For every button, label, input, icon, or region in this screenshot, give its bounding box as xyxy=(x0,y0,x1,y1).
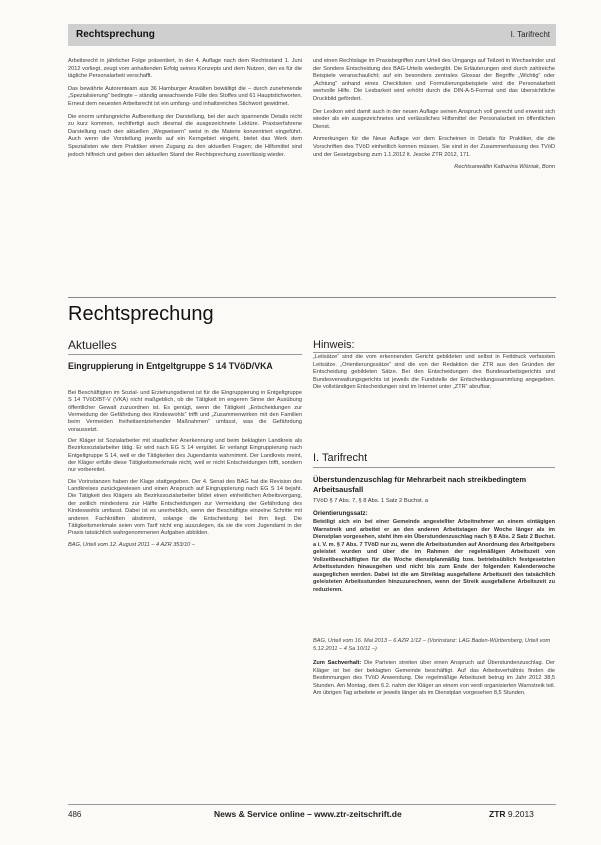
article-reference: BAG, Urteil vom 16. Mai 2013 – 6 AZR 1/12 – (Vorinstanz: LAG Baden-Württemberg, Urteil vom 5.12.2011 – 4 Sa 10/11 –) xyxy=(313,638,551,652)
footer-divider xyxy=(68,804,556,805)
article-paragraph: Bei Beschäftigten im Sozial- und Erziehungsdienst ist für die Eingruppierung in Entgeltgruppe S 14 TVöD/BT-V (VKA) nicht maßgeblich, ob die Tätigkeit im engeren Sinne der Ausübung öffentlicher Gewalt zuzuordnen ist. Es genügt, wenn die Tätigkeit „Entscheidungen zur Vermeidung der Gefährdung des Kindeswohls“ trifft und „Zusammenwirken mit den Familien beim Vermeiden freiheitsentziehender Maßnahmen“ umfasst, was die Gefährdung voraussetzt. xyxy=(68,390,302,433)
intro-column-right xyxy=(313,58,555,177)
article-source: BAG, Urteil vom 12. August 2011 – 4 AZR 353/10 – xyxy=(68,541,195,548)
facts-paragraph xyxy=(313,660,555,698)
intro-column-left xyxy=(68,58,302,164)
hint-underline xyxy=(313,352,555,353)
issue-number: 9.2013 xyxy=(507,809,534,819)
chapter-heading: I. Tarifrecht xyxy=(313,452,368,464)
facts-label: Zum Sachverhalt: xyxy=(313,660,362,666)
page-title: Rechtsprechung xyxy=(68,303,214,325)
page-number: 486 xyxy=(68,810,82,819)
hint-text: „Leitsätze“ sind die vom erkennenden Gericht gebildeten und selbst in Fettdruck verfassten Leitsätze. „Orientierungssätze“ sind die von der Redaktion der ZTR aus den Gründen der Entscheidung gebildeten Sätze. Bei den Entscheidungen des Bundesarbeitsgerichts und Bundesverwaltungsgerichts ist jeweils die Fundstelle der Entscheidungssammlung angegeben. Die vollständigen Entscheidungen sind im Internet unter „ZTR“ abrufbar. xyxy=(313,354,555,391)
header-chapter: I. Tarifrecht xyxy=(510,30,550,39)
orientation-text: Beteiligt sich ein bei einer Gemeinde angestellter Arbeitnehmer an einem eintägigen Warnstreik und arbeitet er an den anderen Arbeitstagen der Woche länger als im Dienstplan vorgesehen, steht ihm ein Überstundenzuschlag nach § 8 Abs. 2 Satz 2 Buchst. a i. V. m. § 7 Abs. 7 TVöD nur zu, wenn die Arbeitsstunden auf Anordnung des Arbeitgebers geleistet wurden und über die im Rahmen der regelmäßigen Arbeitszeit von Vollzeitbeschäftigten für die Woche dienstplanmäßig bzw. betriebsüblich festgesetzten Arbeitsstunden hinausgehen und nicht bis zum Ende der folgenden Kalenderwoche ausgeglichen werden. Dabei ist die am Streiktag ausgefallene Arbeitszeit den tatsächlich geleisteten Arbeitsstunden hinzuzurechnen, wenn der Streik ausgefallene Arbeitszeit zu reduzieren. xyxy=(313,519,556,593)
section-heading-aktuelles: Aktuelles xyxy=(68,338,117,352)
running-header xyxy=(68,24,556,46)
footer-website: News & Service online – www.ztr-zeitschrift.de xyxy=(214,809,402,819)
footer-issue xyxy=(489,809,534,819)
orientation-heading: Orientierungssatz: xyxy=(313,510,368,517)
intro-paragraph: Die enorm umfangreiche Aufbereitung der Darstellung, bei der auch spannende Details nicht zu kurz kommen, rechtfertigt auch diesmal die ausgezeichnete Lektüre. Praxiserfahrene Darstellung nach den aktuellen „Wegweisern“ weist in die Materie konzentriert eingeführt. Auch wenn die Vorstellung jeweils auf ein Kerngebiet eingeht, bietet das Werk dem Spezialisten wie dem Praktiker einen Zugang zu den aktuellen Fragen; die Hilfsmittel sind jedoch hilfreich und geben den aktuellen Stand der Rechtsprechung zuverlässig wieder. xyxy=(68,113,302,158)
journal-name: ZTR xyxy=(489,809,506,819)
article-norms: TVöD § 7 Abs. 7, § 8 Abs. 1 Satz 2 Buchst. a xyxy=(313,498,429,504)
article-paragraph: Die Vorinstanzen haben der Klage stattgegeben. Der 4. Senat des BAG hat die Revision des Landkreises zurückgewiesen und einen Anspruch auf Eingruppierung nach EG S 14 bejaht. Die Tätigkeit des Klägers als Bezirkssozialarbeiter bildet einen einheitlichen Arbeitsvorgang, der zeitlich mindestens zur Hälfte Entscheidungen zur Vermeidung der Gefährdung des Kindeswohls umfasst. Dabei ist es unerheblich, wenn der Beschäftigte einzelne Schritte mit anderen Fachkräften abstimmt, solange die Entscheidung bei ihm liegt. Die Tätigkeitsmerkmale seien vom Tarif nicht eng auszulegen, da sie die vom Jugendamt in der Praxis tatsächlich wahrgenommenen Aufgaben abbilden. xyxy=(68,478,302,537)
article-paragraph: Der Kläger ist Sozialarbeiter mit staatlicher Anerkennung und beim beklagten Landkreis als Bezirkssozialarbeiter tätig. Er wird nach EG S 14 vergütet. Er verlangt Eingruppierung nach Entgeltgruppe S 14, weil er die Tätigkeiten des Jugendamts wahrnimmt. Der Landkreis meint, der Kläger erfülle diese Tätigkeitsmerkmale nicht, weil er nicht Entscheidungen trifft, sondern nur vorbereitet. xyxy=(68,438,302,474)
intro-paragraph: und einen Rechtslage im Praxisbegriffen zum Urteil des Umgangs auf Teilzeit in Wechselnder und der Sondere Entscheidung des BAG-Urteils wiedergibt. Die Erläuterungen sind durch zahlreiche Beispiele veranschaulicht; auf ein besonders zentrales Glossar der Begriffe „Wichtig“ oder „Achtung“ anhand eines Checklisten und Formulierungsbeispiele wird die Personalarbeit wertvolle Hilfe. Die Lesbarkeit wird erhöht durch die DIN-A-5-Format und das übersichtliche Druckbild gefördert. xyxy=(313,58,555,102)
section-divider xyxy=(68,297,556,298)
article-title: Überstundenzuschlag für Mehrarbeit nach streikbedingtem Arbeitsausfall xyxy=(313,475,527,494)
review-signature: Rechtsanwältin Katharina Wiśniak, Bonn xyxy=(454,164,555,171)
hint-heading: Hinweis: xyxy=(313,339,355,351)
facts-text: Die Parteien streiten über einen Anspruch auf Überstundenzuschlag. Der Kläger ist bei der beklagten Gemeinde beschäftigt. Auf das Arbeitsverhältnis finden die Bestimmungen des TVöD Anwendung. Die regelmäßige Arbeitszeit betrug im Jahr 2012 38,5 Stunden. Am Montag, dem 6.2. nahm der Kläger an einem von verdi organisierten Warnstreik teil. Am übrigen Tag arbeitete er jeweils länger als im Dienstplan vorgesehen 8,5 Stunden. xyxy=(313,660,555,696)
intro-paragraph: Das bewährte Autorenteam aus 36 Hamburger Anwälten bewältigt die – durch zunehmende „Spezialisierung“ bedingte – ständig anwachsende Fülle des Stoffes und 61 Hauptstichworten. Erneut dem neuesten Arbeitsrecht ist ein umfang- und inhaltsreiches Stichwort gewidmet. xyxy=(68,85,302,107)
article-title: Eingruppierung in Entgeltgruppe S 14 TVöD/VKA xyxy=(68,361,273,371)
intro-paragraph: Arbeitsrecht in jährlicher Folge präsentiert, in der 4. Auflage nach dem Rechtsstand 1. Juni 2012 vorliegt, zeugt vom anhaltenden Erfolg seines Konzepts und dem Nutzen, den es für die tägliche Personalarbeit verschafft. xyxy=(68,58,302,80)
intro-paragraph: Der Lexikon wird damit auch in der neuen Auflage seinen Anspruch voll gerecht und erweist sich wieder als ein ausgezeichnetes und verlässliches Hilfsmittel der Personalarbeit im öffentlichen Dienst. xyxy=(313,108,555,130)
section-underline xyxy=(68,354,302,355)
header-section: Rechtsprechung xyxy=(76,29,155,40)
chapter-underline xyxy=(313,467,555,468)
intro-paragraph: Anmerkungen für die Neue Auflage vor dem Erscheinen in Details für Praktiker, die die Vorschriften des TVöD einheitlich kennen müssen. Sie sind in der Zusammenfassung des TVöD und der Gesetzgebung zum 1.1.2012 lt. Jescke ZTR 2012, 171. xyxy=(313,136,555,158)
article-body xyxy=(68,390,302,553)
